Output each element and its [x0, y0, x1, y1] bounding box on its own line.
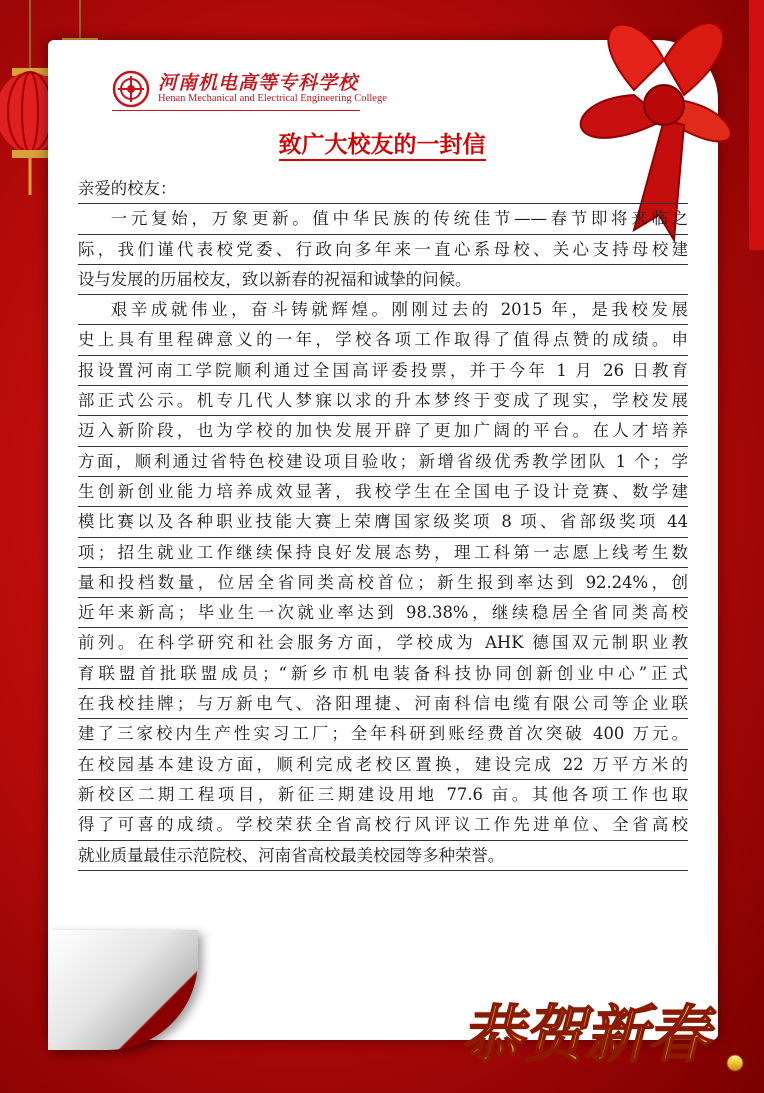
paragraph-line: 量和投档数量，位居全省同类高校首位；新生报到率达到 92.24%，创	[78, 568, 688, 598]
paragraph-line: 在校园基本建设方面，顺利完成老校区置换，建设完成 22 万平方米的	[78, 750, 688, 780]
paragraph-line: 艰辛成就伟业，奋斗铸就辉煌。刚刚过去的 2015 年，是我校发展	[78, 295, 688, 325]
paragraph-line: 前列。在科学研究和社会服务方面，学校成为 AHK 德国双元制职业教	[78, 628, 688, 658]
paragraph-line: 生创新创业能力培养成效显著，我校学生在全国电子设计竞赛、数学建	[78, 477, 688, 507]
paragraph-line: 史上具有里程碑意义的一年，学校各项工作取得了值得点赞的成绩。申	[78, 325, 688, 355]
paragraph-line: 新校区二期工程项目，新征三期建设用地 77.6 亩。其他各项工作也取	[78, 780, 688, 810]
paragraph-line: 迈入新阶段，也为学校的加快发展开辟了更加广阔的平台。在人才培养	[78, 416, 688, 446]
paragraph-line: 际，我们谨代表校党委、行政向多年来一直心系母校、关心支持母校建	[78, 235, 688, 265]
paragraph-line: 模比赛以及各种职业技能大赛上荣膺国家级奖项 8 项、省部级奖项 44	[78, 507, 688, 537]
paragraph-line: 一元复始，万象更新。值中华民族的传统佳节——春节即将来临之	[78, 204, 688, 234]
paragraph-line: 在我校挂牌；与万新电气、洛阳理捷、河南科信电缆有限公司等企业联	[78, 689, 688, 719]
paragraph-line: 建了三家校内生产性实习工厂；全年科研到账经费首次突破 400 万元。	[78, 719, 688, 749]
school-header	[112, 68, 452, 110]
school-name-cn: 河南机电高等专科学校	[158, 72, 359, 94]
salutation: 亲爱的校友：	[78, 174, 688, 204]
letter-title-text: 致广大校友的一封信	[279, 132, 486, 161]
gold-coin-icon	[727, 1055, 743, 1071]
school-logo-icon	[112, 70, 150, 108]
letter-title	[0, 126, 764, 159]
paragraph-line: 项；招生就业工作继续保持良好发展态势，理工科第一志愿上线考生数	[78, 538, 688, 568]
school-name-en: Henan Mechanical and Electrical Engineering College	[158, 93, 387, 104]
header-divider	[112, 110, 360, 111]
greeting-art	[455, 978, 755, 1078]
paragraph-line: 报设置河南工学院顺利通过全国高评委投票，并于今年 1 月 26 日教育	[78, 356, 688, 386]
paragraph-line: 近年来新高；毕业生一次就业率达到 98.38%，继续稳居全省同类高校	[78, 598, 688, 628]
letter-body	[78, 174, 688, 871]
paragraph-line: 方面，顺利通过省特色校建设项目验收；新增省级优秀教学团队 1 个；学	[78, 447, 688, 477]
paragraph-line: 部正式公示。机专几代人梦寐以求的升本梦终于变成了现实，学校发展	[78, 386, 688, 416]
greeting-art-text: 恭贺新春	[461, 998, 710, 1071]
paragraph-line: 得了可喜的成绩。学校荣获全省高校行风评议工作先进单位、全省高校	[78, 810, 688, 840]
paragraph-line: 就业质量最佳示范院校、河南省高校最美校园等多种荣誉。	[78, 841, 688, 871]
paragraph-line: 设与发展的历届校友，致以新春的祝福和诚挚的问候。	[78, 265, 688, 295]
paragraph-line: 育联盟首批联盟成员；“新乡市机电装备科技协同创新创业中心”正式	[78, 659, 688, 689]
